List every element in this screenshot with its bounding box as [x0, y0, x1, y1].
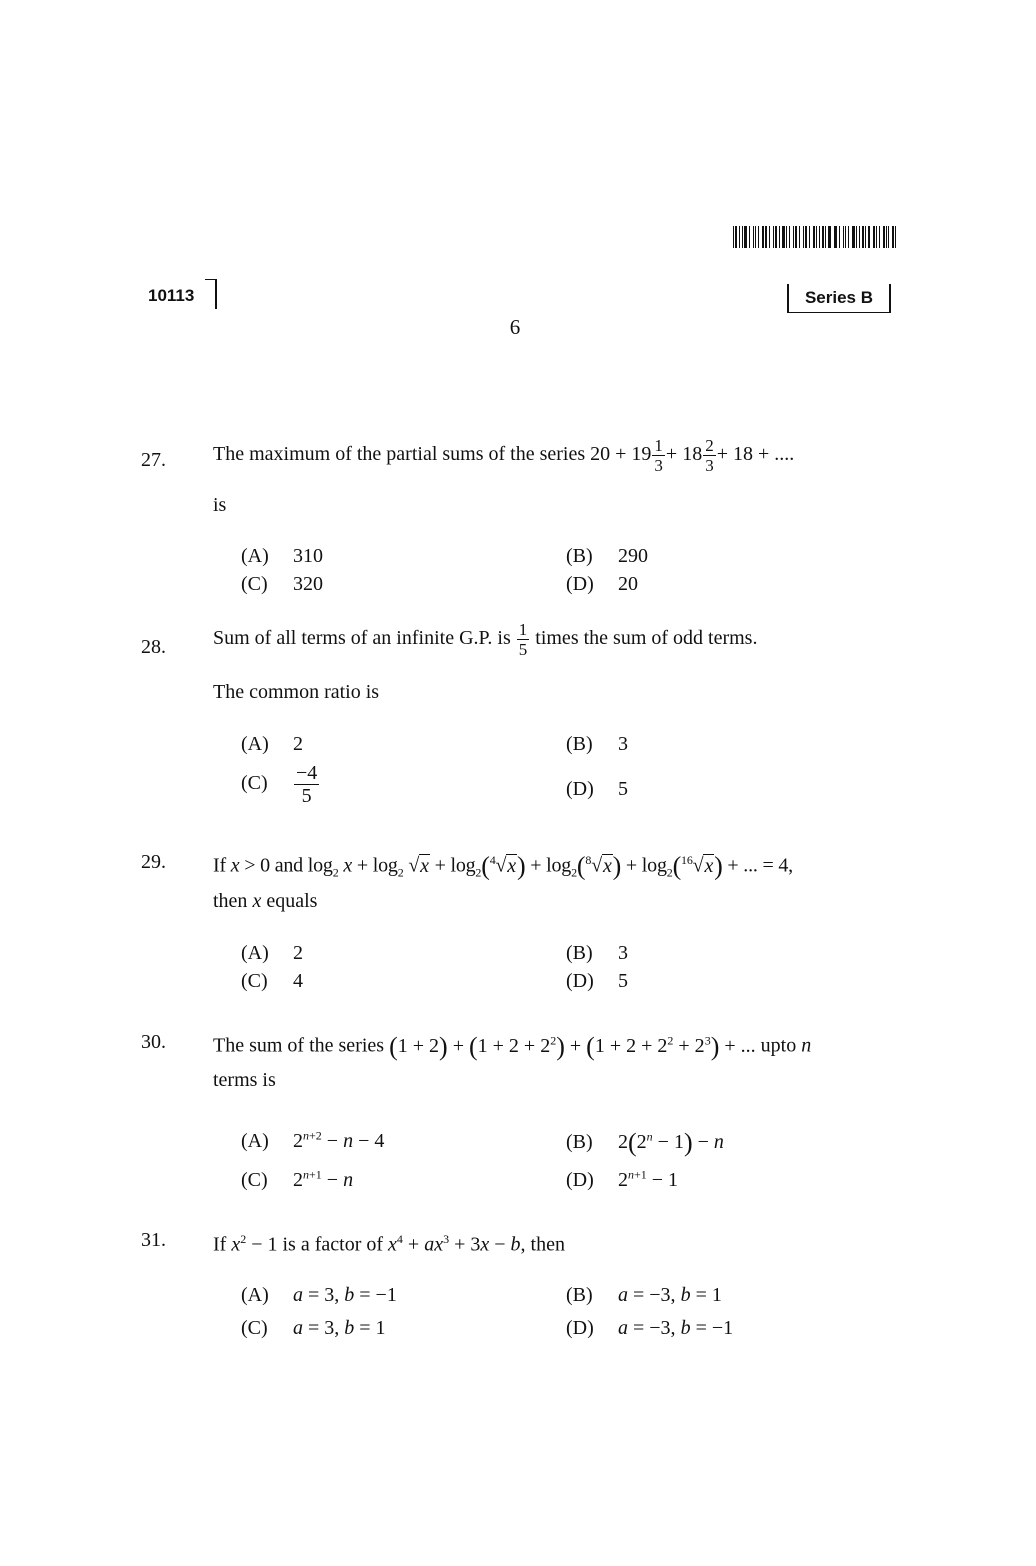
question-number: 30.: [141, 1031, 166, 1053]
barcode-bar: [822, 226, 824, 248]
option-d: [566, 778, 628, 801]
option-value: 290: [618, 545, 648, 567]
barcode-bar: [883, 226, 885, 248]
option-b: [566, 1128, 724, 1158]
question-text-continued: is: [213, 494, 227, 516]
barcode-bar: [773, 226, 774, 248]
barcode-bar: [862, 226, 864, 248]
option-value: $2^{n+1} - n$: [293, 1167, 354, 1191]
option-label: (C): [241, 1168, 268, 1191]
expr-part: + 18: [665, 443, 703, 466]
barcode-bar: [758, 226, 759, 248]
barcode-bar: [799, 226, 800, 248]
option-value: $2(2^n - 1) - n$: [618, 1128, 724, 1157]
option-label: (D): [566, 778, 594, 800]
fraction-numerator: 2: [705, 436, 714, 455]
question-number: 28.: [141, 636, 166, 658]
fraction: [652, 437, 665, 474]
fraction-numerator: −4: [296, 762, 318, 784]
expr-part: 20 + 19: [590, 443, 652, 466]
expr-part: + 18 + ....: [716, 443, 795, 466]
option-value: a = 3, b = 1: [293, 1317, 386, 1339]
fraction: [294, 763, 319, 806]
barcode-bar: [762, 226, 764, 248]
barcode-bar: [856, 226, 857, 248]
option-label: (D): [566, 1168, 594, 1191]
option-label: (B): [566, 1284, 593, 1306]
option-value: a = −3, b = 1: [618, 1284, 722, 1306]
barcode-bar: [868, 226, 870, 248]
fraction-denominator: 3: [654, 456, 663, 475]
option-value: 5: [618, 778, 628, 800]
barcode-bar: [803, 226, 804, 248]
barcode-bar: [744, 226, 747, 248]
fraction-numerator: 1: [518, 620, 528, 639]
option-a: [241, 942, 303, 965]
barcode-bar: [749, 226, 750, 248]
barcode-bar: [789, 226, 790, 248]
barcode-bar: [813, 226, 815, 248]
option-c: [241, 573, 323, 596]
option-value: 3: [618, 942, 628, 964]
question-text: [213, 437, 794, 474]
question-equation: If x > 0 and $\log_2 x + \log_2 √x + \log_2(^4√x) + \log_2(^8√x) + \log_2(^{16}√x)$ + ... = 4,: [213, 851, 793, 881]
question-text: The sum of the series $(1 + 2) + (1 + 2 + 2^2) + (1 + 2 + 2^2 + 2^3)$ + ... upto n: [213, 1031, 812, 1061]
question-text-part: The sum of the series: [213, 1034, 390, 1057]
fraction: [517, 621, 530, 658]
barcode-bar: [845, 226, 847, 248]
option-b: [566, 1284, 722, 1307]
barcode-bar: [779, 226, 780, 248]
barcode-bar: [888, 226, 889, 248]
option-label: (C): [241, 970, 268, 992]
barcode-bar: [828, 226, 831, 248]
question-text: If $x^2 - 1$ is a factor of $x^4 + ax^3 + 3x - b$, then: [213, 1232, 565, 1256]
series-expression: [590, 436, 795, 475]
option-label: (B): [566, 545, 593, 567]
barcode-bar: [819, 226, 820, 248]
option-label: (A): [241, 733, 269, 755]
barcode-bar: [809, 226, 810, 248]
barcode-bar: [873, 226, 876, 248]
barcode-bar: [848, 226, 849, 248]
option-value: 20: [618, 573, 638, 595]
barcode-bar: [859, 226, 860, 248]
barcode-bar: [834, 226, 835, 248]
option-b: [566, 733, 628, 756]
barcode-bar: [755, 226, 756, 248]
question-text: [213, 621, 757, 658]
option-label: (D): [566, 970, 594, 992]
barcode: [733, 226, 898, 248]
barcode-bar: [742, 226, 743, 248]
option-label: (B): [566, 942, 593, 964]
option-label: (A): [241, 942, 269, 964]
option-c: [241, 1317, 386, 1340]
barcode-bar: [895, 226, 896, 248]
option-label: (B): [566, 733, 593, 755]
question-number: 31.: [141, 1229, 166, 1251]
paper-code: 10113: [148, 286, 195, 305]
option-c: [241, 763, 320, 806]
option-value: 2: [293, 733, 303, 755]
option-label: (C): [241, 573, 268, 595]
question-text-part: The maximum of the partial sums of the series: [213, 443, 591, 466]
question-text-part: is a factor of: [277, 1233, 389, 1256]
option-value: $2^{n+2} - n - 4$: [293, 1128, 385, 1152]
question-text-part: Sum of all terms of an infinite G.P. is: [213, 627, 516, 650]
question-text-continued: The common ratio is: [213, 681, 380, 703]
barcode-bar: [865, 226, 866, 248]
paper-code-bracket: [205, 279, 217, 309]
option-d: [566, 573, 638, 596]
option-value: 320: [293, 573, 323, 595]
option-c: [241, 970, 303, 993]
question-number: 29.: [141, 851, 166, 873]
barcode-bar: [852, 226, 855, 248]
option-d: [566, 1167, 678, 1192]
fraction-denominator: 5: [518, 640, 528, 659]
option-label: (C): [241, 772, 268, 795]
question-text-part: If: [213, 1233, 232, 1256]
barcode-bar: [879, 226, 880, 248]
barcode-bar: [735, 226, 737, 248]
option-b: [566, 942, 628, 965]
option-value: 5: [618, 970, 628, 992]
barcode-bar: [843, 226, 844, 248]
page-number: 6: [509, 315, 521, 339]
question-number: 27.: [141, 449, 166, 471]
fraction-denominator: 3: [705, 456, 714, 475]
question-text-continued: then x equals: [213, 890, 318, 912]
barcode-bar: [733, 226, 734, 248]
barcode-bar: [793, 226, 795, 248]
option-a: [241, 1128, 384, 1153]
option-label: (A): [241, 545, 269, 567]
barcode-bar: [816, 226, 817, 248]
option-value: 3: [618, 733, 628, 755]
option-value: a = −3, b = −1: [618, 1317, 734, 1339]
option-label: (D): [566, 573, 594, 595]
question-text-part: times the sum of odd terms.: [530, 627, 758, 650]
fraction-numerator: 1: [654, 436, 663, 455]
option-label: (A): [241, 1129, 269, 1152]
option-value: a = 3, b = −1: [293, 1284, 397, 1306]
question-text-part: , then: [520, 1233, 565, 1256]
option-value: 310: [293, 545, 323, 567]
fraction-denominator: 5: [301, 785, 312, 807]
barcode-bar: [765, 226, 768, 248]
option-label: (C): [241, 1317, 268, 1339]
barcode-bar: [876, 226, 877, 248]
option-label: (A): [241, 1284, 269, 1306]
barcode-bar: [825, 226, 826, 248]
option-b: [566, 545, 648, 568]
barcode-bar: [739, 226, 740, 248]
question-text-continued: terms is: [213, 1069, 276, 1091]
fraction: [703, 437, 716, 474]
barcode-bar: [886, 226, 887, 248]
option-label: (D): [566, 1317, 594, 1339]
series-expression: $(1 + 2) + (1 + 2 + 2^2) + (1 + 2 + 2^2 + 2^3)$ + ...: [389, 1031, 756, 1061]
barcode-bar: [782, 226, 785, 248]
option-c: [241, 1167, 353, 1192]
option-value: 2: [293, 942, 303, 964]
barcode-bar: [892, 226, 894, 248]
option-label: (B): [566, 1131, 593, 1153]
option-d: [566, 1317, 733, 1340]
question-text-part: upto: [755, 1034, 802, 1057]
series-label: Series B: [787, 284, 891, 313]
option-a: [241, 733, 303, 756]
option-value: $2^{n+1} - 1$: [618, 1167, 679, 1191]
barcode-bar: [769, 226, 770, 248]
barcode-bar: [835, 226, 837, 248]
barcode-bar: [775, 226, 777, 248]
option-d: [566, 970, 628, 993]
option-a: [241, 545, 323, 568]
barcode-bar: [786, 226, 787, 248]
barcode-bar: [805, 226, 808, 248]
barcode-bar: [795, 226, 797, 248]
barcode-bar: [753, 226, 755, 248]
option-value: 4: [293, 970, 303, 992]
barcode-bar: [839, 226, 840, 248]
option-a: [241, 1284, 397, 1307]
